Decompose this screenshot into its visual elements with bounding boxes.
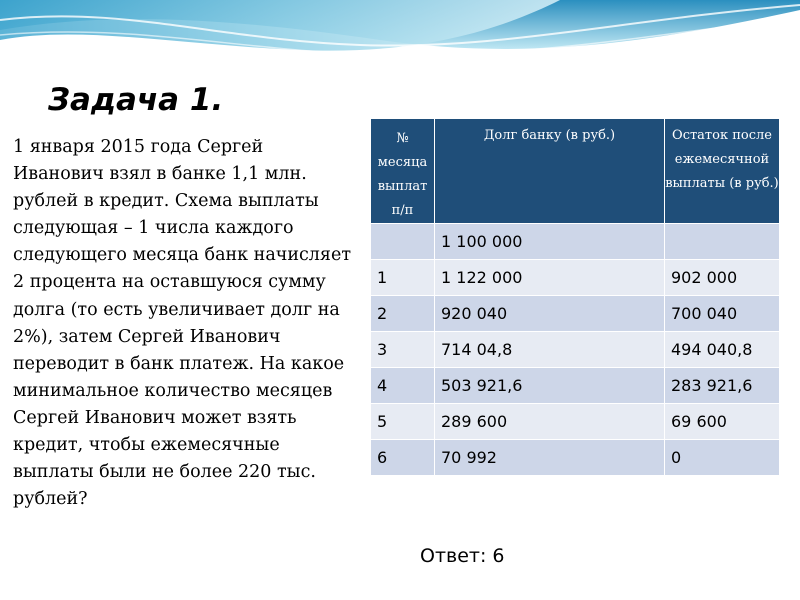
cell-remainder: 700 040 (665, 296, 780, 332)
table-row (371, 332, 780, 368)
cell-remainder: 283 921,6 (665, 368, 780, 404)
table-row (371, 440, 780, 476)
cell-month: 3 (371, 332, 435, 368)
problem-text: 1 января 2015 года Сергей Иванович взял в банке 1,1 млн. рублей в кредит. Схема выплаты следующая – 1 числа каждого следующего месяца банк начисляет 2 процента на оставшуюся сумму долга (то есть увеличивает долг на 2%), затем Сергей Иванович переводит в банк платеж. На какое минимальное количество месяцев Сергей Иванович может взять кредит, чтобы ежемесячные выплаты были не более 220 тыс. рублей? (13, 137, 351, 510)
table-row (371, 224, 780, 260)
cell-remainder: 69 600 (665, 404, 780, 440)
cell-debt: 920 040 (435, 296, 665, 332)
table-row (371, 296, 780, 332)
cell-debt: 714 04,8 (435, 332, 665, 368)
cell-debt: 1 122 000 (435, 260, 665, 296)
cell-debt: 503 921,6 (435, 368, 665, 404)
cell-month: 4 (371, 368, 435, 404)
cell-remainder: 902 000 (665, 260, 780, 296)
cell-debt: 1 100 000 (435, 224, 665, 260)
decorative-wave-banner (0, 0, 800, 70)
slide-title: Задача 1. (48, 82, 224, 118)
cell-month: 6 (371, 440, 435, 476)
cell-month: 2 (371, 296, 435, 332)
table-row (371, 260, 780, 296)
table-header-row (371, 119, 780, 224)
answer-text: Ответ: 6 (420, 545, 505, 567)
cell-month: 1 (371, 260, 435, 296)
header-month-number: № месяца выплат п/п (371, 119, 435, 224)
cell-remainder: 494 040,8 (665, 332, 780, 368)
cell-remainder (665, 224, 780, 260)
header-remainder: Остаток после ежемесячной выплаты (в руб.) (665, 119, 780, 224)
cell-debt: 289 600 (435, 404, 665, 440)
table-row (371, 368, 780, 404)
cell-month (371, 224, 435, 260)
table-row (371, 404, 780, 440)
cell-debt: 70 992 (435, 440, 665, 476)
payment-table (370, 118, 780, 476)
cell-month: 5 (371, 404, 435, 440)
cell-remainder: 0 (665, 440, 780, 476)
header-debt: Долг банку (в руб.) (435, 119, 665, 224)
